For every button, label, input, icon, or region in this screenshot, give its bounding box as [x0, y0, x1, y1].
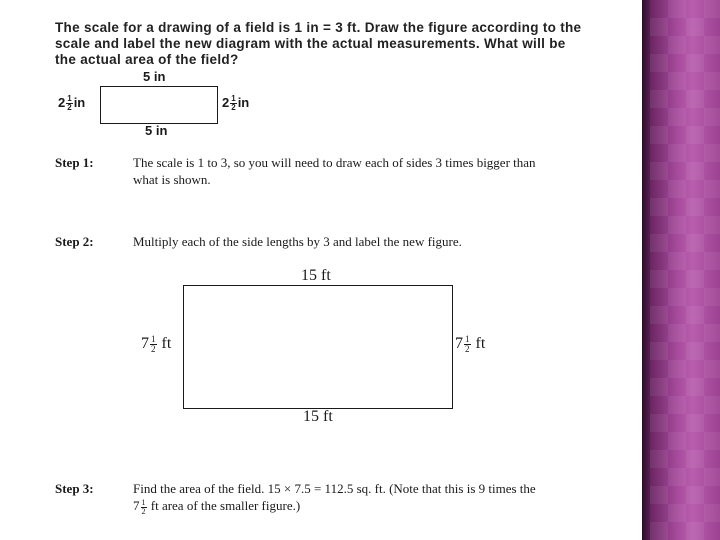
big-figure-right-label: 7 $\frac{1}{2}$ ft [455, 334, 486, 354]
fraction: $\frac{1}{2}$ [465, 334, 470, 354]
problem-line-2: scale and label the new diagram with the actual measurements. What will be [55, 36, 566, 51]
fraction: $\frac{1}{2}$ [231, 94, 236, 113]
big-figure-rectangle [183, 285, 453, 409]
small-figure-top-label: 5 in [143, 69, 166, 84]
decorative-sidebar [642, 0, 720, 540]
fraction: $\frac{1}{2}$ [151, 334, 156, 354]
fraction: $\frac{1}{2}$ [141, 497, 146, 516]
step-1-label: Step 1: [55, 155, 94, 170]
small-figure-bottom-label: 5 in [145, 123, 168, 138]
big-figure-bottom-label: 15 ft [303, 408, 333, 425]
sidebar-edge [642, 0, 650, 540]
small-figure-left-label: 2 $\frac{1}{2}$ in [58, 94, 86, 113]
problem-line-1: The scale for a drawing of a field is 1 in = 3 ft. Draw the figure according to the [55, 20, 582, 35]
step-3-text: Find the area of the field. 15 × 7.5 = 112.5 sq. ft. (Note that this is 9 times the 7 $\frac{1}{2}$ ft area of the smaller figure.) [133, 481, 536, 516]
problem-line-3: the actual area of the field? [55, 52, 239, 67]
step-3-label: Step 3: [55, 481, 94, 496]
problem-statement [55, 20, 581, 68]
big-figure-left-label: 7 $\frac{1}{2}$ ft [141, 334, 172, 354]
small-figure-rectangle [100, 86, 218, 124]
sidebar-pattern [650, 0, 720, 540]
big-figure-top-label: 15 ft [301, 267, 331, 284]
step-1-text: The scale is 1 to 3, so you will need to draw each of sides 3 times bigger than what is shown. [133, 155, 536, 187]
step-2-text: Multiply each of the side lengths by 3 and label the new figure. [133, 234, 462, 249]
small-figure-right-label: 2 $\frac{1}{2}$ in [222, 94, 250, 113]
step-2-label: Step 2: [55, 234, 94, 249]
fraction: $\frac{1}{2}$ [67, 94, 72, 113]
step-3-line-2: 7 $\frac{1}{2}$ ft area of the smaller figure.) [133, 497, 301, 516]
